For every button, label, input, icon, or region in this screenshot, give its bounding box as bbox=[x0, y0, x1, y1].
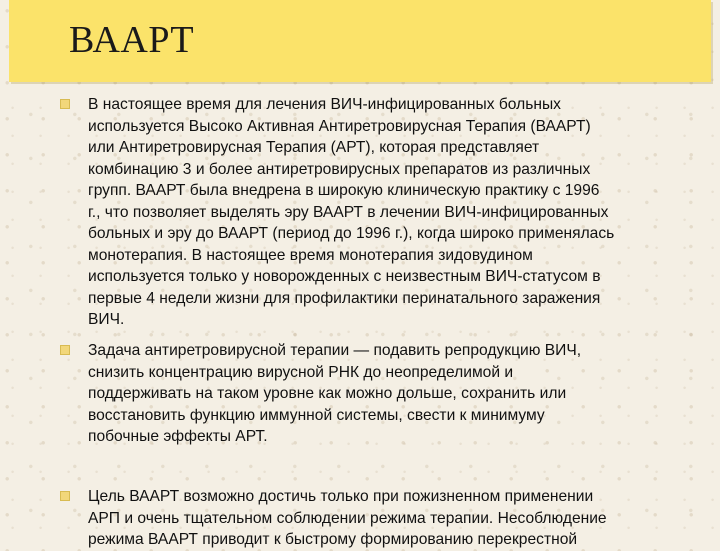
text-line: или Антиретровирусная Терапия (АРТ), которая представляет bbox=[88, 139, 540, 156]
text-line: комбинацию 3 и более антиретровирусных препаратов из различных bbox=[88, 160, 591, 178]
bullet-text bbox=[88, 94, 700, 331]
bullet-square-icon bbox=[60, 491, 70, 501]
text-line: используется Высоко Активная Антиретровирусная Терапия (ВААРТ) bbox=[88, 117, 591, 135]
text-line: монотерапия. В настоящее время монотерапия зидовудином bbox=[88, 246, 533, 264]
text-line: Задача антиретровирусной терапии — подавить репродукцию ВИЧ, bbox=[88, 342, 582, 359]
bullet-text bbox=[88, 340, 700, 448]
bullet-text bbox=[88, 486, 700, 551]
text-line: г., что позволяет выделять эру ВААРТ в лечении ВИЧ-инфицированных bbox=[88, 203, 609, 221]
text-line: групп. ВААРТ была внедрена в широкую клиническую практику с 1996 bbox=[88, 182, 600, 199]
text-line: режима ВААРТ приводит к быстрому формированию перекрестной bbox=[88, 531, 578, 548]
text-line: восстановить функцию иммунной системы, свести к минимуму bbox=[88, 406, 545, 424]
text-line: используется только у новорожденных с неизвестным ВИЧ-статусом в bbox=[88, 268, 601, 285]
text-line: В настоящее время для лечения ВИЧ-инфицированных больных bbox=[88, 96, 561, 113]
slide-title: ВААРТ bbox=[69, 19, 195, 61]
bullet-square-icon bbox=[60, 345, 70, 355]
text-line: ВИЧ. bbox=[88, 311, 125, 328]
text-line: побочные эффекты АРТ. bbox=[88, 428, 268, 445]
text-line: снизить концентрацию вирусной РНК до неопределимой и bbox=[88, 363, 514, 381]
bullet-square-icon bbox=[60, 99, 70, 109]
text-line: АРП и очень тщательном соблюдении режима терапии. Несоблюдение bbox=[88, 509, 607, 527]
text-line: больных и эру до ВААРТ (период до 1996 г.), когда широко применялась bbox=[88, 225, 615, 242]
text-line: первые 4 недели жизни для профилактики перинатального заражения bbox=[88, 289, 601, 307]
text-line: Цель ВААРТ возможно достичь только при пожизненном применении bbox=[88, 488, 594, 505]
text-line: поддерживать на таком уровне как можно дольше, сохранить или bbox=[88, 385, 567, 402]
